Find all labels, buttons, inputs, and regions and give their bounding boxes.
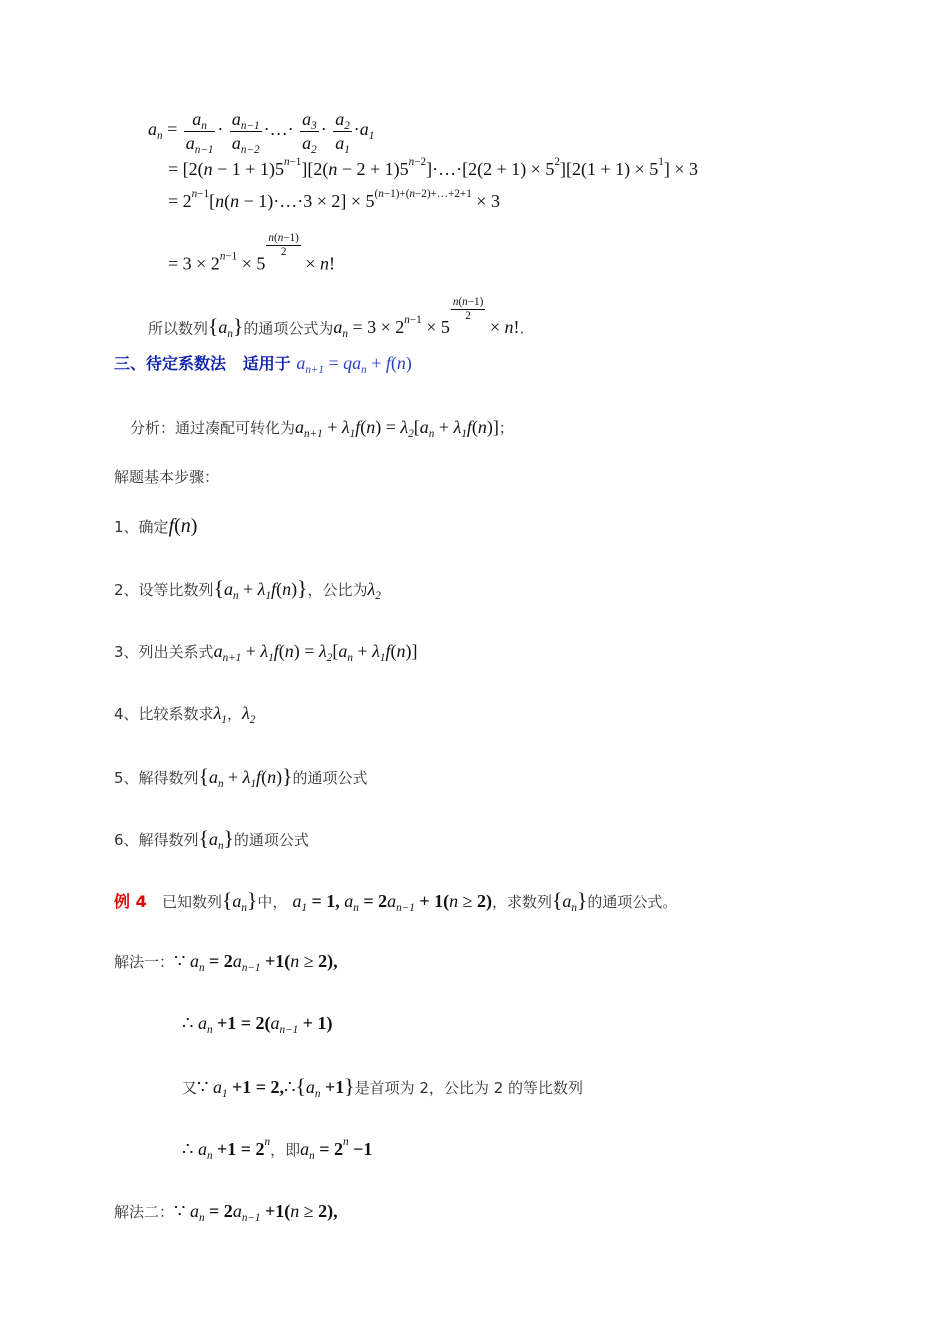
solution-1-label: 解法一： (114, 953, 175, 971)
step-2-text: 设等比数列 (138, 581, 214, 599)
solution-1-line-3: 又∵ $a_1 +1$ = $2,\therefore\{a_n +1\}$是首项为 2，公比为 2 的等比数列 (182, 1074, 584, 1100)
step-3-num: 3、 (114, 643, 139, 661)
analysis-line: 分析：通过凑配可转化为$a_{n+1} + \lambda_1f(n) = \lambda_2[a_n + \lambda_1f(n)]$； (130, 417, 514, 440)
step-2-mid: ，公比为 (307, 581, 368, 599)
step-5-tail: 的通项公式 (292, 769, 368, 787)
derivation-line-1: $a_n$ = $\frac{a_n}{a_{n-1}}$ · $\frac{a_{n-1}}{a_{n-2}}$ ·…· $\frac{a_3}{a_2}$ · $\frac{a_2}{a_1}$ $\cdot a_1$ (148, 109, 375, 156)
step-4-sep: ， (226, 705, 242, 723)
step-1-num: 1、 (114, 518, 139, 536)
step-6: 6、解得数列$\{a_n\}$的通项公式 (114, 826, 309, 852)
example-text-4: 的通项公式。 (587, 893, 678, 911)
step-6-text: 解得数列 (138, 831, 199, 849)
solution-2-line-1: 解法二：∵ $a_n = 2a_{n-1} +1(n \ge 2)$, (114, 1201, 338, 1224)
section-3-applies: 适用于 (242, 354, 291, 373)
solution-1-line-2: ∴ $a_n +1 = 2(a_{n-1} + 1)$ (182, 1013, 333, 1036)
derivation-line-4: = $3 \times 2^{n-1} \times 5$ $\frac{n(n-1)}{2}$ × n! (168, 232, 336, 274)
steps-title: 解题基本步骤： (114, 468, 220, 486)
step-4: 4、比较系数求$\lambda_1$，$\lambda_2$ (114, 703, 256, 726)
derivation-line-2: = $[2(n - 1 + 1)5^{n-1}][2(n - 2$ + $1)5^{n-2}]\cdot\dots\cdot[2(2 + 1) \times 5^2][2(1 + 1) \times 5^1] \times 3$ (168, 155, 698, 179)
step-3-text: 列出关系式 (138, 643, 214, 661)
step-1-text: 确定 (138, 518, 169, 536)
step-4-text: 比较系数求 (138, 705, 214, 723)
step-6-num: 6、 (114, 831, 139, 849)
example-4: 例 4 已知数列$\{a_n\}$中， $a_1 = 1$, $a_n = 2a_{n-1} + 1(n \ge 2)$，求数列$\{a_n\}$的通项公式。 (114, 888, 678, 914)
conclusion-mid: 的通项公式为 (243, 319, 334, 338)
step-4-num: 4、 (114, 705, 139, 723)
step-5-text: 解得数列 (138, 769, 199, 787)
solution-2-label: 解法二： (114, 1203, 175, 1221)
section-3-title: 三、待定系数法 (114, 354, 227, 373)
conclusion-line: 所以数列$\{a_n\}$的通项公式为$a_n = 3 \times 2^{n-1} \times 5$ $\frac{n(n-1)}{2}$ × n!. (148, 296, 525, 341)
solution-1-ie: ，即 (270, 1141, 301, 1159)
solution-1-line-4: ∴ $a_n +1 = 2^n$，即$a_n = 2^n -1$ (182, 1135, 373, 1162)
step-5-num: 5、 (114, 769, 139, 787)
conclusion-suffix: . (519, 319, 525, 338)
solution-1-line-1: 解法一：∵ $a_n = 2a_{n-1} +1(n \ge 2)$, (114, 951, 338, 974)
step-2: 2、设等比数列$\{a_n + \lambda_1f(n)\}$，公比为$\lambda_2$ (114, 576, 381, 602)
example-text-3: ，求数列 (491, 893, 552, 911)
step-3: 3、列出关系式$a_{n+1} + \lambda_1f(n) = \lambda_2[a_n + \lambda_1f(n)]$ (114, 641, 418, 664)
derivation-line-3: = $2^{n-1}[n(n$ − 1)·…·3 × $2] \times 5^{(n-1)+(n-2)+\dots+2+1} \times 3$ (168, 187, 500, 211)
step-6-tail: 的通项公式 (233, 831, 309, 849)
section-3-heading: 三、待定系数法 适用于 $a_{n+1} = qa_n + f(n)$ (114, 353, 412, 376)
analysis-suffix: ； (498, 419, 514, 437)
example-text-1: 已知数列 (161, 893, 222, 911)
step-2-num: 2、 (114, 581, 139, 599)
step-1: 1、确定f(n) (114, 515, 198, 537)
example-label: 例 4 (114, 892, 147, 911)
step-5: 5、解得数列$\{a_n + \lambda_1f(n)\}$的通项公式 (114, 764, 368, 790)
solution-1-also: 又 (182, 1079, 198, 1097)
analysis-prefix: 分析：通过凑配可转化为 (130, 419, 296, 437)
solution-1-geometric: 是首项为 2，公比为 2 的等比数列 (354, 1079, 584, 1097)
conclusion-prefix: 所以数列 (148, 319, 209, 338)
example-text-2: 中， (257, 893, 288, 911)
